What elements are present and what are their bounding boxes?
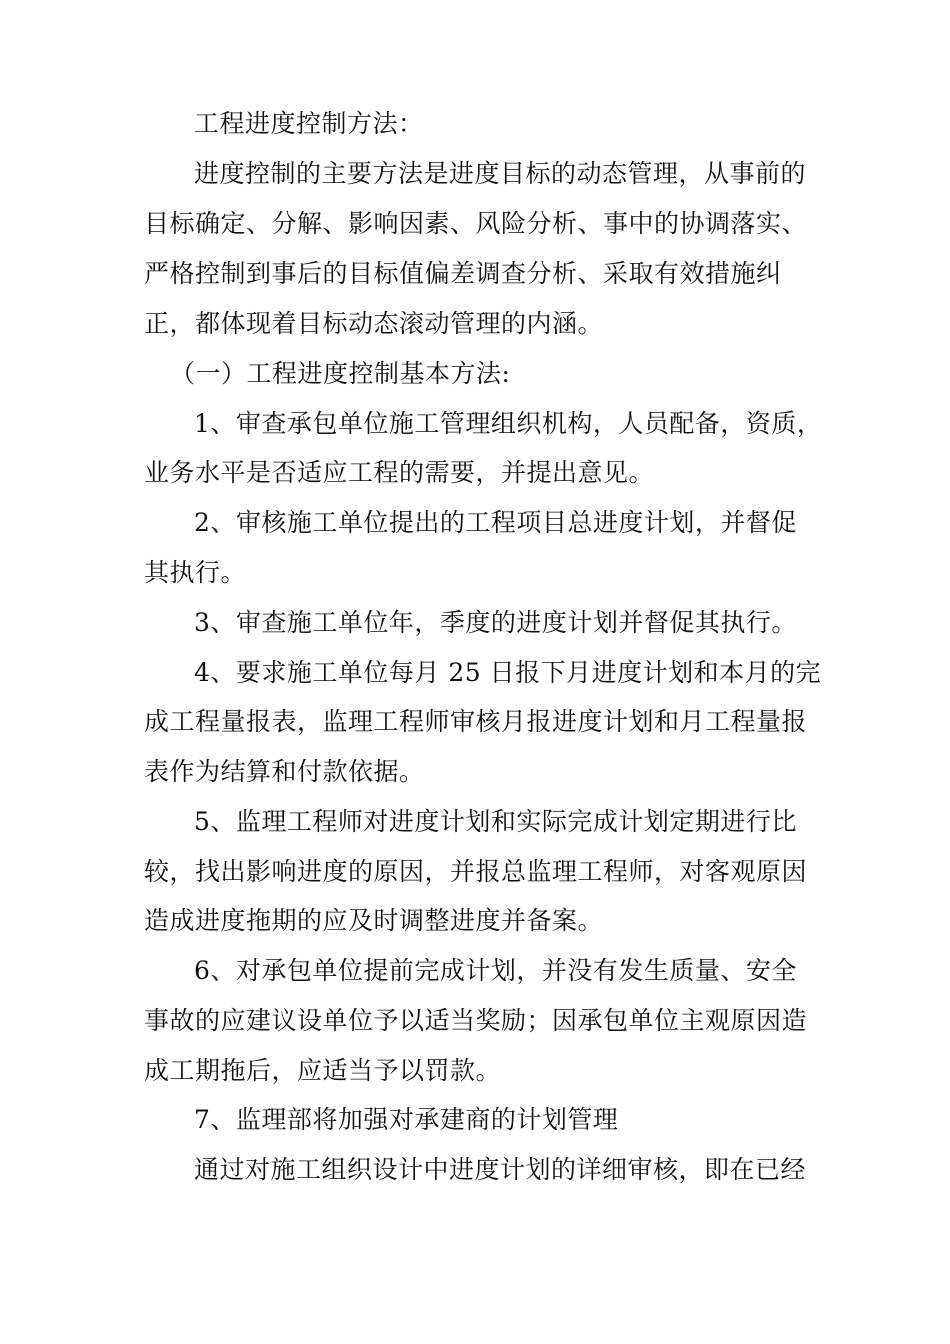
list-item-line: 3、审查施工单位年，季度的进度计划并督促其执行。	[194, 608, 797, 637]
list-item-line: 2、审核施工单位提出的工程项目总进度计划，并督促	[194, 508, 797, 537]
list-item-line: 表作为结算和付款依据。	[144, 757, 425, 786]
paragraph-line: 目标确定、分解、影响因素、风险分析、事中的协调落实、	[144, 209, 808, 238]
paragraph-line: 正，都体现着目标动态滚动管理的内涵。	[144, 309, 604, 338]
list-item-line: 成工期拖后，应适当予以罚款。	[144, 1056, 502, 1085]
list-item-line: 成工程量报表，监理工程师审核月报进度计划和月工程量报	[144, 707, 808, 736]
list-item-line: 7、监理部将加强对承建商的计划管理	[194, 1105, 619, 1134]
list-item-line: 4、要求施工单位每月 25 日报下月进度计划和本月的完	[194, 658, 822, 687]
list-item-line: 1、审查承包单位施工管理组织机构，人员配备，资质，	[194, 409, 823, 438]
list-item-line: 业务水平是否适应工程的需要，并提出意见。	[144, 458, 655, 487]
paragraph-line: 严格控制到事后的目标值偏差调查分析、采取有效措施纠	[144, 259, 782, 288]
list-item-line: 造成进度拖期的应及时调整进度并备案。	[144, 906, 604, 935]
subsection-heading: （一）工程进度控制基本方法:	[170, 359, 511, 388]
list-item-line: 事故的应建议设单位予以适当奖励；因承包单位主观原因造	[144, 1006, 808, 1035]
list-item-line: 5、监理工程师对进度计划和实际完成计划定期进行比	[194, 807, 797, 836]
paragraph-line: 进度控制的主要方法是进度目标的动态管理，从事前的	[194, 159, 807, 188]
list-item-line: 6、对承包单位提前完成计划，并没有发生质量、安全	[194, 956, 797, 985]
paragraph-line: 通过对施工组织设计中进度计划的详细审核，即在已经	[194, 1155, 807, 1184]
list-item-line: 较，找出影响进度的原因，并报总监理工程师，对客观原因	[144, 857, 808, 886]
list-item-line: 其执行。	[144, 558, 247, 587]
section-heading: 工程进度控制方法：	[194, 109, 424, 138]
